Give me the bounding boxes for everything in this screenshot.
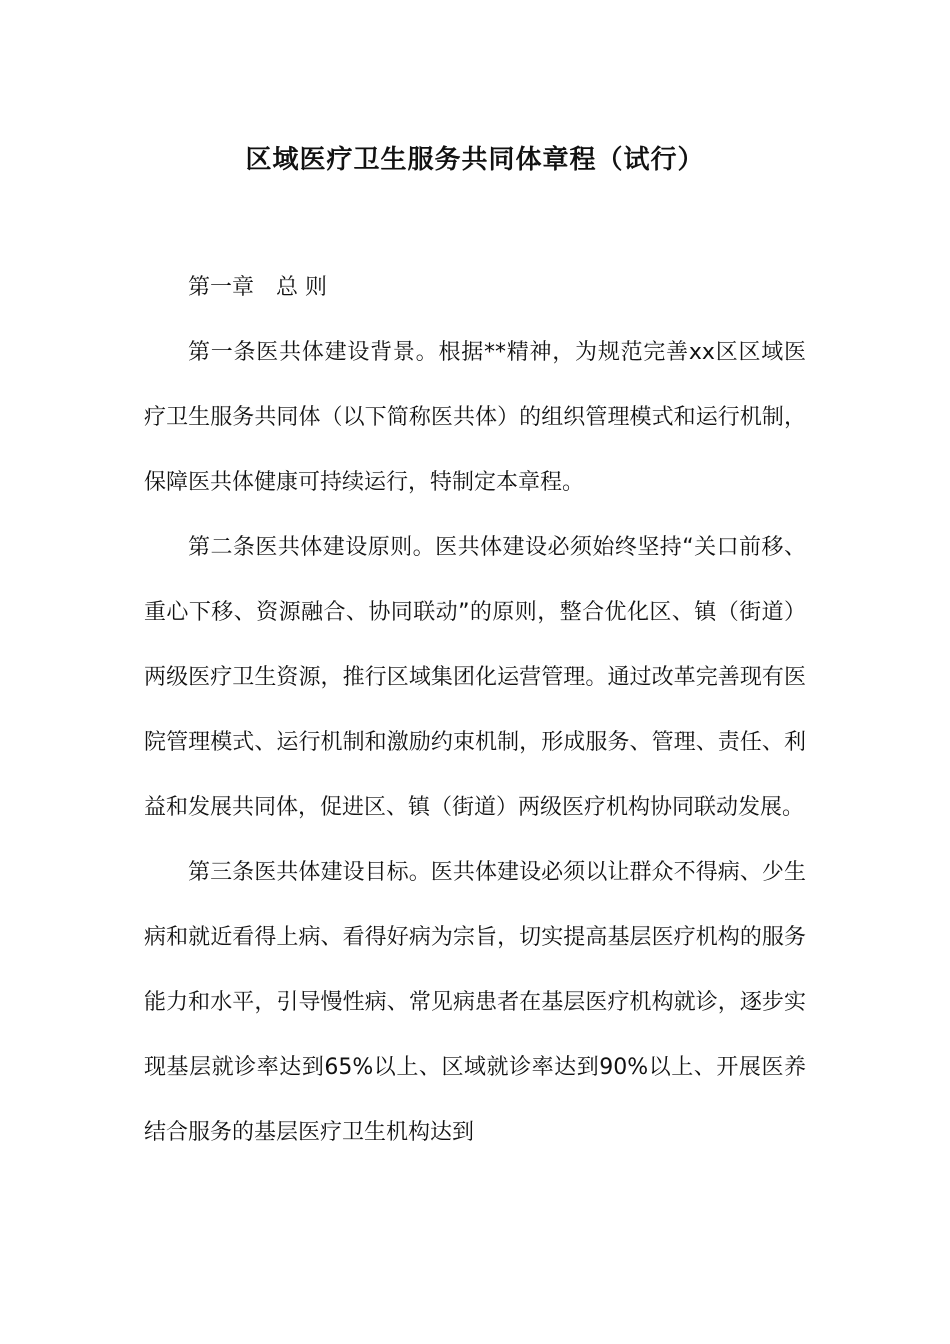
- paragraph-article-2: 第二条医共体建设原则。医共体建设必须始终坚持“关口前移、重心下移、资源融合、协同联动”的原则，整合优化区、镇（街道）两级医疗卫生资源，推行区域集团化运营管理。通过改革完善现有医院管理模式、运行机制和激励约束机制，形成服务、管理、责任、利益和发展共同体，促进区、镇（街道）两级医疗机构协同联动发展。: [144, 535, 806, 820]
- chapter-heading: 第一章 总 则: [188, 275, 327, 300]
- document-body: [144, 255, 806, 1165]
- paragraph-article-1: 第一条医共体建设背景。根据**精神，为规范完善xx区区域医疗卫生服务共同体（以下简称医共体）的组织管理模式和运行机制，保障医共体健康可持续运行，特制定本章程。: [144, 340, 806, 495]
- document-title: 区域医疗卫生服务共同体章程（试行）: [245, 145, 705, 175]
- paragraph-article-3: 第三条医共体建设目标。医共体建设必须以让群众不得病、少生病和就近看得上病、看得好病为宗旨，切实提高基层医疗机构的服务能力和水平，引导慢性病、常见病患者在基层医疗机构就诊，逐步实现基层就诊率达到65%以上、区域就诊率达到90%以上、开展医养结合服务的基层医疗卫生机构达到: [144, 860, 806, 1145]
